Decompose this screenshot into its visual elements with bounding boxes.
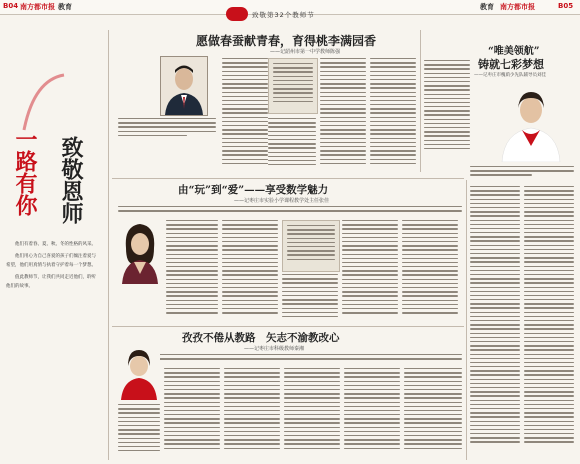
article-3-body-col-1: [166, 220, 218, 324]
right-paper-name: 南方都市报: [500, 3, 535, 11]
article-3-highlight-box: [282, 220, 340, 272]
article-1-body-col-4: [370, 58, 416, 176]
intro-line-2: 他们用心为自己喜爱的孩子们倾注着爱与希望，他们用真情与执着守护着每一个梦想。: [6, 254, 96, 268]
article-3-lead: [118, 206, 462, 218]
section-header: [226, 7, 356, 21]
article-3-body-col-3: [282, 274, 338, 324]
left-page-number: B04: [3, 2, 19, 10]
article-1-body-col-1: [222, 58, 268, 176]
article-4-body-col-1: [164, 368, 220, 458]
article-4-lead: [118, 354, 462, 366]
section-divider-2: [112, 326, 464, 327]
left-section-name: 教育: [58, 3, 72, 11]
left-paper-name: 南方都市报: [20, 3, 55, 11]
article-2-photo-caption: [470, 166, 574, 178]
article-1-caption-block: [118, 118, 216, 158]
article-4-subhead: ——记枣庄市科级教师秦湘: [244, 346, 305, 352]
right-upper-divider: [420, 30, 421, 172]
article-1-highlight-box: [268, 58, 318, 114]
right-page-number: B05: [558, 2, 574, 10]
teacher-portrait-photo-4: [118, 344, 160, 400]
portrait-figure-icon: [118, 344, 160, 400]
article-3-body-col-5: [402, 220, 458, 324]
article-4-body-col-3: [284, 368, 340, 458]
article-2-body-col-2: [470, 186, 520, 456]
article-2-headline-line-2: 铸就七彩梦想: [478, 58, 544, 71]
article-3-body-col-4: [342, 220, 398, 324]
intro-line-3: 值此教师节，让我们共同走近他们，聆听他们的故事。: [6, 275, 96, 289]
article-3-headline: 由“玩”到“爱”——享受数学魅力: [178, 184, 329, 196]
article-1-body-col-2: [268, 118, 316, 176]
teacher-portrait-photo-2: [496, 80, 566, 162]
article-1-body-col-3: [320, 58, 366, 176]
article-2-headline: “唯美领航”: [488, 46, 540, 57]
article-3-subhead: ——记枣庄市实验小学课程教学处主任张佳: [234, 198, 330, 204]
article-4-body-col-0: [118, 404, 160, 458]
teacher-portrait-photo-1: [160, 56, 208, 116]
article-4-body-col-4: [344, 368, 400, 458]
left-column-divider: [108, 30, 109, 460]
right-lower-divider: [466, 180, 467, 460]
section-header-title: 致敬第32个教师节: [252, 11, 315, 19]
article-1-headline: 愿做春蚕献青春，育得桃李满园香: [196, 34, 377, 48]
article-4-body-col-2: [224, 368, 280, 458]
intro-line-1: 他们有着春、夏、秋、冬的性格的风采。: [15, 242, 96, 247]
vertical-title-teacher: 致敬恩师: [58, 136, 84, 224]
section-divider-1: [112, 178, 464, 179]
article-3-body-col-2: [222, 220, 278, 324]
portrait-figure-icon: [118, 218, 162, 284]
left-feature-intro: [6, 240, 100, 294]
portrait-figure-icon: [161, 57, 207, 115]
teacher-portrait-photo-3: [118, 218, 162, 284]
article-2-body-col-1: [424, 60, 470, 160]
right-section-name: 教育: [480, 3, 494, 11]
article-4-body-col-5: [404, 368, 462, 458]
teachers-day-seal-icon: [226, 7, 248, 21]
article-2-body-col-3: [524, 186, 574, 456]
article-2-subhead: ——记枣庄市槐荫少先队辅导员刘佳: [474, 73, 546, 78]
article-4-headline: 孜孜不倦从教路 矢志不渝教改心: [182, 332, 340, 344]
vertical-title-you: 一路有你: [12, 128, 38, 216]
portrait-figure-icon: [496, 80, 566, 162]
article-1-subhead: ——记韶州市第一中学教师陈强: [270, 49, 341, 55]
